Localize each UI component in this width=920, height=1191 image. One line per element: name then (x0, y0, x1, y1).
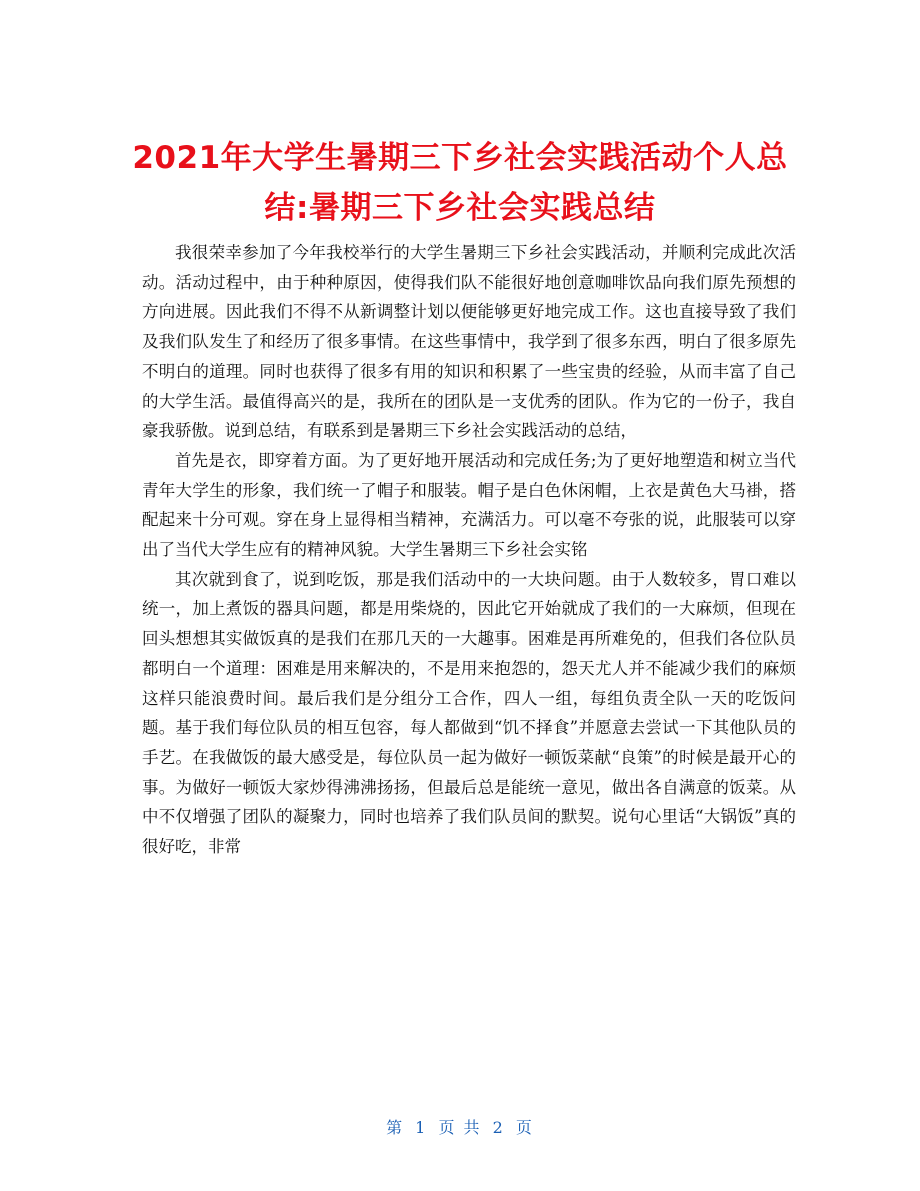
document-body (142, 238, 796, 862)
document-title: 2021年大学生暑期三下乡社会实践活动个人总结:暑期三下乡社会实践总结 (132, 139, 788, 226)
paragraph-clothing: 首先是衣，即穿着方面。为了更好地开展活动和完成任务;为了更好地塑造和树立当代青年大学生的形象，我们统一了帽子和服装。帽子是白色休闲帽，上衣是黄色大马褂，搭配起来十分可观。穿在身上显得相当精神，充满活力。可以毫不夸张的说，此服装可以穿出了当代大学生应有的精神风貌。大学生暑期三下乡社会实铭 (142, 450, 796, 560)
footer-middle: 页 共 (438, 1118, 482, 1137)
page-footer (0, 1115, 920, 1138)
footer-prefix: 第 (386, 1118, 405, 1137)
footer-current-page: 1 (415, 1118, 428, 1137)
paragraph-intro: 我很荣幸参加了今年我校举行的大学生暑期三下乡社会实践活动，并顺利完成此次活动。活动过程中，由于种种原因，使得我们队不能很好地创意咖啡饮品向我们原先预想的方向进展。因此我们不得不从新调整计划以便能够更好地完成工作。这也直接导致了我们及我们队发生了和经历了很多事情。在这些事情中，我学到了很多东西，明白了很多原先不明白的道理。同时也获得了很多有用的知识和积累了一些宝贵的经验，从而丰富了自己的大学生活。最值得高兴的是，我所在的团队是一支优秀的团队。作为它的一份子，我自豪我骄傲。说到总结，有联系到是暑期三下乡社会实践活动的总结， (142, 243, 796, 441)
paragraph-food: 其次就到食了，说到吃饭，那是我们活动中的一大块问题。由于人数较多，胃口难以统一，加上煮饭的器具问题，都是用柴烧的，因此它开始就成了我们的一大麻烦，但现在回头想想其实做饭真的是我们在那几天的一大趣事。困难是再所难免的，但我们各位队员都明白一个道理：困难是用来解决的，不是用来抱怨的，怨天尤人并不能减少我们的麻烦这样只能浪费时间。最后我们是分组分工合作，四人一组，每组负责全队一天的吃饭问题。基于我们每位队员的相互包容，每人都做到“饥不择食”并愿意去尝试一下其他队员的手艺。在我做饭的最大感受是，每位队员一起为做好一顿饭菜献“良策”的时候是最开心的事。为做好一顿饭大家炒得沸沸扬扬，但最后总是能统一意见，做出各自满意的饭菜。从中不仅增强了团队的凝聚力，同时也培养了我们队员间的默契。说句心里话“大锅饭”真的很好吃，非常 (142, 569, 796, 857)
footer-total-pages: 2 (492, 1118, 505, 1137)
footer-suffix: 页 (515, 1118, 534, 1137)
